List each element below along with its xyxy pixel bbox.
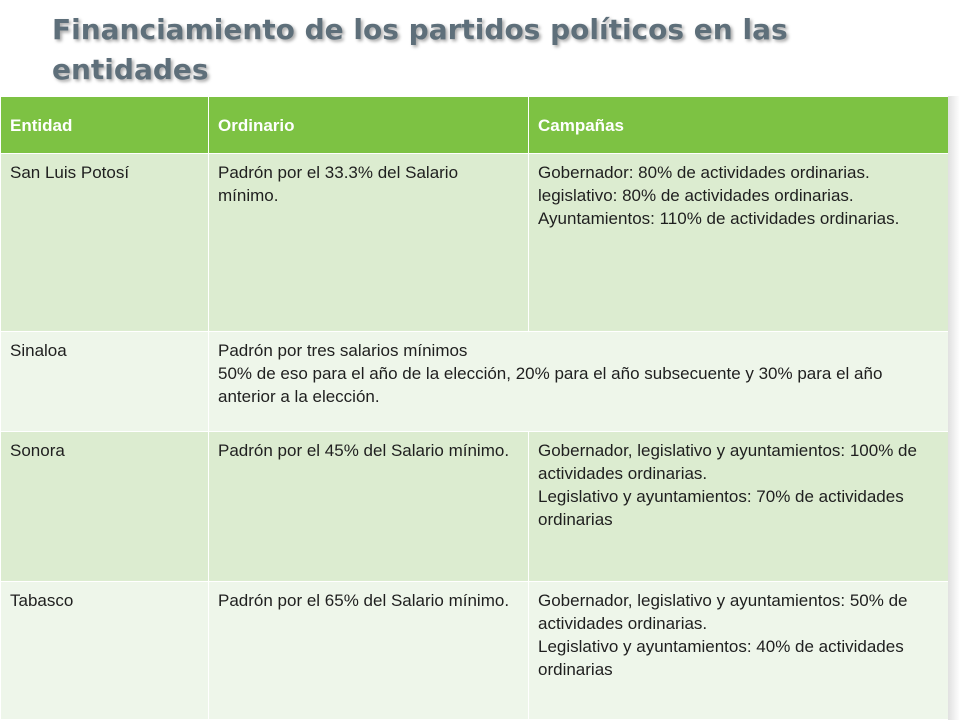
ordinario-line: Padrón por tres salarios mínimos bbox=[218, 341, 468, 360]
cell-entidad: Sinaloa bbox=[1, 332, 209, 432]
campanas-line: Legislativo y ayuntamientos: 40% de actividades ordinarias bbox=[538, 637, 904, 679]
header-ordinario: Ordinario bbox=[209, 97, 529, 154]
ordinario-line: Padrón por el 45% del Salario mínimo. bbox=[218, 441, 510, 460]
ordinario-line: 50% de eso para el año de la elección, 20% para el año subsecuente y 30% para el año anterior a la elección. bbox=[218, 364, 883, 406]
campanas-line: Gobernador, legislativo y ayuntamientos: 100% de actividades ordinarias. bbox=[538, 441, 917, 483]
cell-campanas bbox=[529, 432, 949, 582]
campanas-line: Gobernador, legislativo y ayuntamientos: 50% de actividades ordinarias. bbox=[538, 591, 908, 633]
cell-ordinario bbox=[209, 582, 529, 720]
campanas-line: Legislativo y ayuntamientos: 70% de actividades ordinarias bbox=[538, 487, 904, 529]
financing-table bbox=[0, 96, 949, 720]
cell-ordinario bbox=[209, 154, 529, 332]
page-title: Financiamiento de los partidos políticos en las entidades bbox=[52, 13, 788, 86]
header-entidad: Entidad bbox=[1, 97, 209, 154]
table-header-row bbox=[1, 97, 949, 154]
cell-ordinario-merged bbox=[209, 332, 949, 432]
cell-entidad: San Luis Potosí bbox=[1, 154, 209, 332]
cell-ordinario bbox=[209, 432, 529, 582]
cell-campanas bbox=[529, 582, 949, 720]
campanas-line: Gobernador: 80% de actividades ordinarias. bbox=[538, 163, 870, 182]
table-row bbox=[1, 432, 949, 582]
slide-edge-shadow bbox=[948, 96, 960, 720]
cell-entidad: Sonora bbox=[1, 432, 209, 582]
campanas-line: Ayuntamientos: 110% de actividades ordinarias. bbox=[538, 209, 900, 228]
table-row bbox=[1, 154, 949, 332]
campanas-line: legislativo: 80% de actividades ordinarias. bbox=[538, 186, 854, 205]
table-row bbox=[1, 582, 949, 720]
cell-campanas bbox=[529, 154, 949, 332]
header-campanas: Campañas bbox=[529, 97, 949, 154]
table-row bbox=[1, 332, 949, 432]
cell-entidad: Tabasco bbox=[1, 582, 209, 720]
ordinario-line: Padrón por el 65% del Salario mínimo. bbox=[218, 591, 510, 610]
ordinario-line: Padrón por el 33.3% del Salario mínimo. bbox=[218, 163, 459, 205]
